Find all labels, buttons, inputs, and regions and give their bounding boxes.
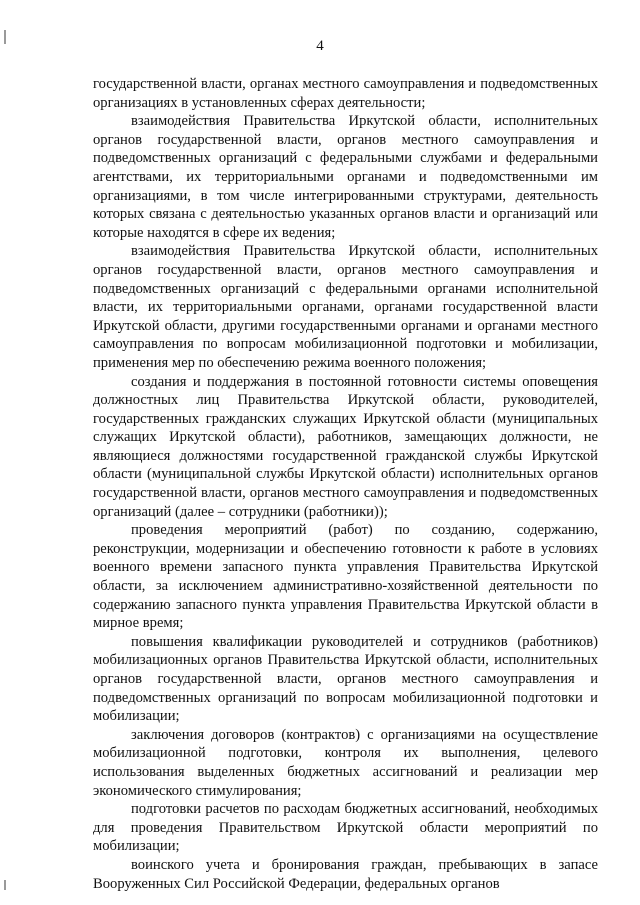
document-body [93, 75, 598, 893]
paragraph: государственной власти, органах местного самоуправления и подведомственных организациях в установленных сферах деятельности; [93, 76, 598, 111]
paragraph: создания и поддержания в постоянной готовности системы оповещения должностных лиц Правительства Иркутской области, руководителей, государственных гражданских служащих Иркутской области (муниципальных служащих Иркутской области), работников, замещающих должности, не являющиеся должностями государственной гражданской службы Иркутской области (муниципальной службы Иркутской области) исполнительных органов государственной власти, органов местного самоуправления и подведомственных организаций (далее – сотрудники (работники)); [93, 373, 598, 520]
paragraph: повышения квалификации руководителей и сотрудников (работников) мобилизационных органов Правительства Иркутской области, исполнительных органов государственной власти, органов местного самоуправления и подведомственных организаций по вопросам мобилизационной подготовки и мобилизации; [93, 633, 598, 725]
paragraph: проведения мероприятий (работ) по созданию, содержанию, реконструкции, модернизации и обеспечению готовности к работе в условиях военного времени запасного пункта управления Правительства Иркутской области, за исключением административно-хозяйственной деятельности по содержанию запасного пункта управления Правительства Иркутской области в мирное время; [93, 522, 598, 632]
paragraph: воинского учета и бронирования граждан, пребывающих в запасе Вооруженных Сил Российской Федерации, федеральных органов [93, 856, 598, 892]
paragraph: заключения договоров (контрактов) с организациями на осуществление мобилизационной подготовки, контроля их выполнения, целевого использования выделенных бюджетных ассигнований и реализации мер экономического стимулирования; [93, 726, 598, 799]
page-number: 4 [316, 38, 324, 54]
paragraph: подготовки расчетов по расходам бюджетных ассигнований, необходимых для проведения Правительством Иркутской области мероприятий по мобилизации; [93, 801, 598, 855]
scan-edge-mark [4, 880, 6, 890]
paragraph: взаимодействия Правительства Иркутской области, исполнительных органов государственной власти, органов местного самоуправления и подведомственных организаций с федеральными службами и федеральными агентствами, их территориальными органами и подведомственными им организациями, в том числе интегрированными структурами, деятельность которых связана с деятельностью указанных органов власти и организаций или которые находятся в сфере их ведения; [93, 113, 598, 241]
paragraph: взаимодействия Правительства Иркутской области, исполнительных органов государственной власти, органов местного самоуправления и подведомственных организаций с федеральными органами исполнительной власти, их территориальными органами, органами государственной власти Иркутской области, другими государственными органами и органами местного самоуправления по вопросам мобилизационной подготовки и мобилизации, применения мер по обеспечению режима военного положения; [93, 243, 598, 371]
